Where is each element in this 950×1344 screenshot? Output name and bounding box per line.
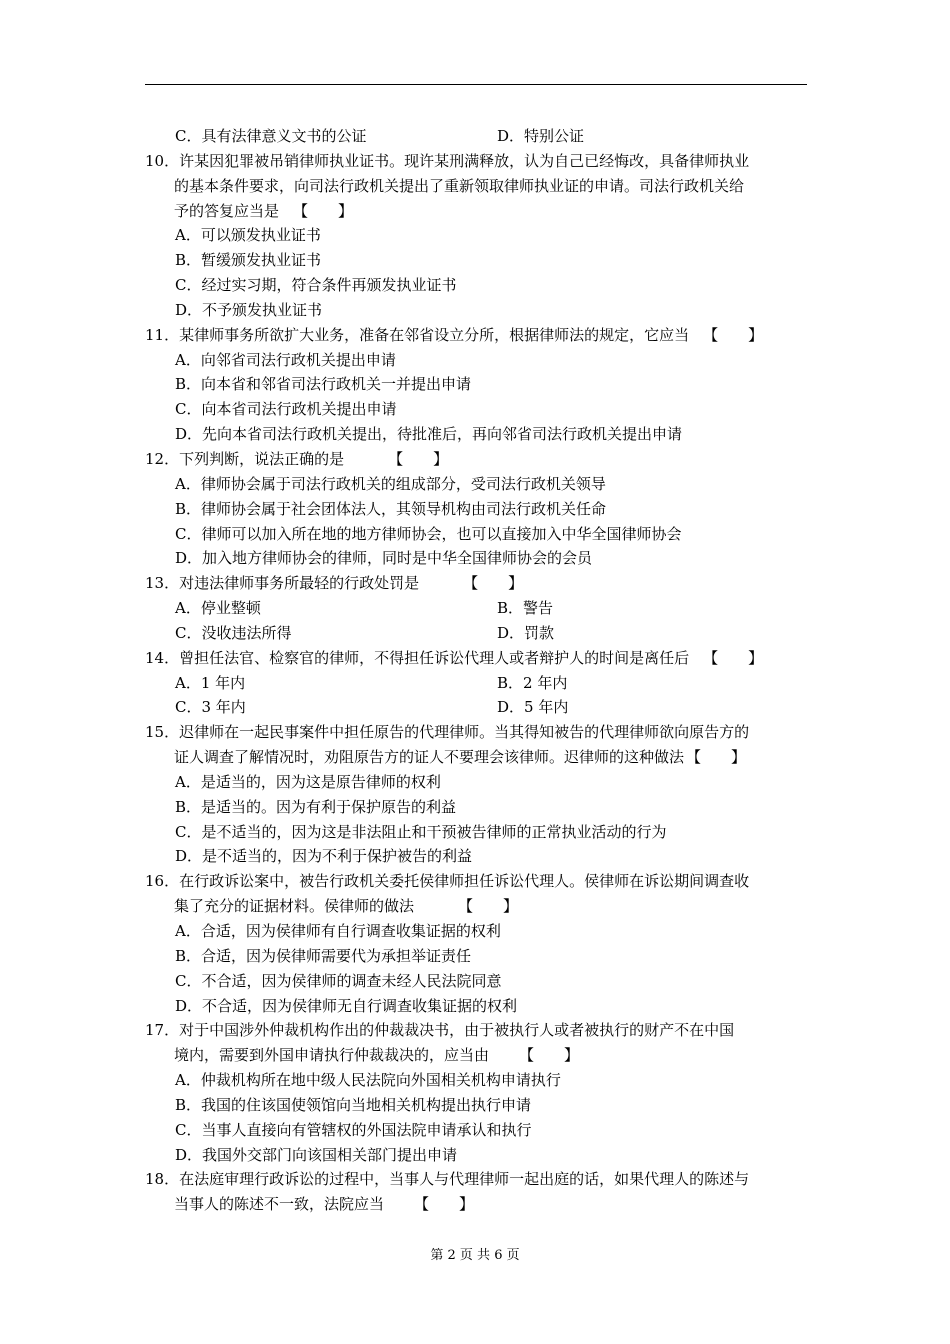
question-16-line-2 [145,894,815,919]
question-10-text: 予的答复应当是 [174,201,280,220]
question-14-option-d: D．5 年内 [497,698,569,717]
option-pair [145,596,815,621]
question-11-option-b: B．向本省和邻省司法行政机关一并提出申请 [175,375,472,394]
question-14-line-1 [145,646,815,671]
question-15-line-2 [145,745,815,770]
question-16-line-1: 16．在行政诉讼案中，被告行政机关委托侯律师担任诉讼代理人。侯律师在诉讼期间调查收 [145,872,750,891]
question-18-text: 当事人的陈述不一致，法院应当 [174,1195,385,1214]
option-c: C．具有法律意义文书的公证 [175,127,367,145]
question-15-line-1: 15．迟律师在一起民事案件中担任原告的代理律师。当其得知被告的代理律师欲向原告方的 [145,723,750,742]
question-12-option-a: A．律师协会属于司法行政机关的组成部分，受司法行政机关领导 [175,474,606,493]
question-12-line-1 [145,447,815,472]
option-pair [145,124,815,149]
question-14-option-b: B．2 年内 [497,673,568,692]
answer-bracket: 【 】 [463,574,524,593]
question-14-option-a: A．1 年内 [175,673,246,692]
question-15-text: 证人调查了解情况时，劝阻原告方的证人不要理会该律师。迟律师的这种做法 [174,748,685,767]
question-16-option-c: C．不合适，因为侯律师的调查未经人民法院同意 [175,971,502,990]
option-pair [145,621,815,646]
question-14-text: 14．曾担任法官、检察官的律师，不得担任诉讼代理人或者辩护人的时间是离任后 [145,648,690,667]
question-17-option-b: B．我国的住该国使领馆向当地相关机构提出执行申请 [175,1095,532,1114]
question-10-option-a: A．可以颁发执业证书 [175,226,321,245]
question-11-option-a: A．向邻省司法行政机关提出申请 [175,350,396,369]
question-11-text: 11．某律师事务所欲扩大业务，准备在邻省设立分所，根据律师法的规定，它应当 [145,325,690,344]
question-18-line-1: 18．在法庭审理行政诉讼的过程中，当事人与代理律师一起出庭的话，如果代理人的陈述与 [145,1170,750,1189]
option-d: D．特别公证 [497,127,585,145]
page-footer: 第 2 页 共 6 页 [430,1248,520,1263]
question-14-option-c: C．3 年内 [175,698,246,717]
question-16-option-a: A．合适，因为侯律师有自行调查收集证据的权利 [175,922,501,940]
answer-bracket: 【 】 [388,449,449,468]
question-17-option-c: C．当事人直接向有管辖权的外国法院申请承认和执行 [175,1120,532,1139]
answer-bracket: 【 】 [458,897,519,916]
question-17-text: 境内，需要到外国申请执行仲裁裁决的，应当由 [174,1046,490,1065]
question-15-option-b: B．是适当的。因为有利于保护原告的利益 [175,797,457,816]
question-11-line-1 [145,323,815,348]
option-pair [145,671,815,696]
option-pair [145,695,815,720]
question-15-option-a: A．是适当的，因为这是原告律师的权利 [175,772,441,791]
answer-bracket: 【 】 [703,325,764,344]
question-10-line-3 [145,199,815,224]
answer-bracket: 【 】 [703,648,764,667]
question-10-line-1: 10．许某因犯罪被吊销律师执业证书。现许某刑满释放，认为自己已经悔改，具备律师执业 [145,151,750,170]
question-15-option-d: D．是不适当的，因为不利于保护被告的利益 [175,847,473,866]
question-10-option-d: D．不予颁发执业证书 [175,300,323,319]
answer-bracket: 【 】 [293,201,354,220]
answer-bracket: 【 】 [414,1195,475,1214]
question-16-option-b: B．合适，因为侯律师需要代为承担举证责任 [175,946,472,965]
question-content [145,124,815,1217]
header-rule [145,84,807,85]
question-17-line-2 [145,1043,815,1068]
question-10-option-c: C．经过实习期，符合条件再颁发执业证书 [175,276,457,295]
question-10-option-b: B．暂缓颁发执业证书 [175,251,322,270]
question-12-text: 12．下列判断，说法正确的是 [145,449,345,468]
answer-bracket: 【 】 [519,1046,580,1065]
question-13-option-b: B．警告 [497,599,554,618]
question-13-option-a: A．停业整顿 [175,599,261,618]
question-15-option-c: C．是不适当的，因为这是非法阻止和干预被告律师的正常执业活动的行为 [175,822,667,841]
question-11-option-d: D．先向本省司法行政机关提出，待批准后，再向邻省司法行政机关提出申请 [175,425,683,444]
question-16-text: 集了充分的证据材料。侯律师的做法 [174,897,415,916]
question-11-option-c: C．向本省司法行政机关提出申请 [175,400,397,419]
question-13-text: 13．对违法律师事务所最轻的行政处罚是 [145,574,420,593]
question-18-line-2 [145,1192,815,1217]
question-12-option-c: C．律师可以加入所在地的地方律师协会，也可以直接加入中华全国律师协会 [175,524,682,543]
question-12-option-b: B．律师协会属于社会团体法人，其领导机构由司法行政机关任命 [175,499,607,518]
question-13-line-1 [145,571,815,596]
question-16-option-d: D．不合适，因为侯律师无自行调查收集证据的权利 [175,996,518,1015]
question-13-option-c: C．没收违法所得 [175,623,292,642]
question-17-line-1: 17．对于中国涉外仲裁机构作出的仲裁裁决书，由于被执行人或者被执行的财产不在中国 [145,1021,735,1040]
question-17-option-a: A．仲裁机构所在地中级人民法院向外国相关机构申请执行 [175,1071,561,1090]
question-10-line-2: 的基本条件要求，向司法行政机关提出了重新领取律师执业证的申请。司法行政机关给 [174,176,745,195]
question-13-option-d: D．罚款 [497,623,555,642]
question-12-option-d: D．加入地方律师协会的律师，同时是中华全国律师协会的会员 [175,549,593,568]
question-17-option-d: D．我国外交部门向该国相关部门提出申请 [175,1145,458,1164]
answer-bracket: 【 】 [686,748,747,767]
